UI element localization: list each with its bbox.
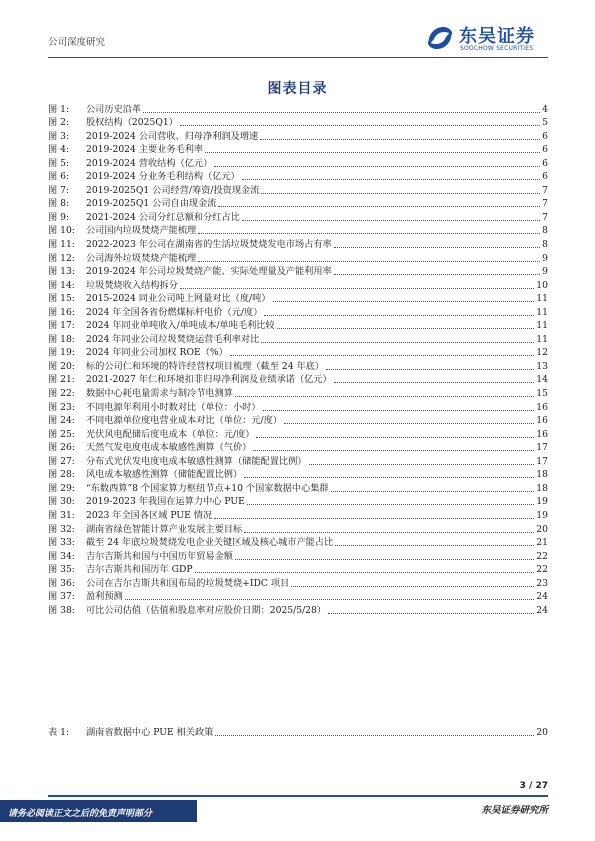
header-divider — [48, 57, 548, 58]
figure-entry-title: 2019-2025Q1 公司经营/筹资/投资现金流 — [86, 184, 260, 196]
figure-entry-leader-dots — [218, 206, 540, 207]
figure-entry-leader-dots — [261, 342, 534, 343]
figure-entry-number: 图 21: — [48, 374, 75, 386]
figure-entry[interactable] — [48, 426, 548, 440]
figure-entry-title: 2022-2023 年公司在湖南省的生活垃圾焚烧发电市场占有率 — [86, 239, 332, 251]
figure-entry-leader-dots — [261, 193, 540, 194]
figure-entry[interactable] — [48, 331, 548, 345]
figure-entry-number: 图 34: — [48, 550, 75, 562]
figure-entry[interactable] — [48, 209, 548, 223]
figure-entry[interactable] — [48, 535, 548, 549]
figure-entry-leader-dots — [334, 247, 540, 248]
figure-entry-leader-dots — [277, 328, 535, 329]
figure-entry-page: 6 — [542, 144, 548, 156]
figure-entry-page: 20 — [536, 523, 548, 535]
figure-entry[interactable] — [48, 453, 548, 467]
figure-entry-leader-dots — [235, 559, 534, 560]
figure-entry-page: 16 — [536, 415, 548, 427]
figure-entry-title: 盈利预测 — [86, 591, 123, 603]
figure-entry-number: 图 4: — [48, 144, 70, 156]
figure-entry-number: 图 10: — [48, 225, 75, 237]
figure-entry-title: 2024 年全国各省份燃煤标杆电价（元/度） — [86, 306, 263, 318]
figure-entry-title: 分布式光伏发电度电成本敏感性测算（储能配置比例） — [86, 455, 307, 467]
figure-entry-title: 2024 年同业单吨收入/单吨成本/单吨毛利比较 — [86, 320, 275, 332]
figure-entry-leader-dots — [309, 464, 535, 465]
figure-entry-number: 图 15: — [48, 293, 75, 305]
figure-entry-leader-dots — [253, 450, 534, 451]
table-entry-leader-dots — [215, 735, 534, 736]
figure-entry-number: 图 29: — [48, 482, 75, 494]
figure-entry-page: 24 — [536, 604, 548, 616]
figure-entry-number: 图 27: — [48, 455, 75, 467]
figure-entry-page: 11 — [536, 333, 548, 345]
figure-entry[interactable] — [48, 155, 548, 169]
figure-entry-title: 风电成本敏感性测算（储能配置比例） — [86, 469, 243, 481]
figure-entry-title: “东数西算”8 个国家算力枢纽节点+10 个国家数据中心集群 — [86, 482, 329, 494]
figure-entry-page: 21 — [536, 537, 548, 549]
figure-entry-number: 图 18: — [48, 333, 75, 345]
figure-entry-leader-dots — [284, 423, 534, 424]
figure-entry-page: 15 — [536, 388, 548, 400]
figure-entry-number: 图 6: — [48, 171, 70, 183]
figure-entry-page: 9 — [542, 266, 548, 278]
figure-entry-number: 图 5: — [48, 157, 70, 169]
figure-entry-leader-dots — [273, 301, 535, 302]
figure-entry-page: 7 — [542, 198, 548, 210]
figure-entry[interactable] — [48, 128, 548, 142]
figure-entry-number: 图 33: — [48, 537, 75, 549]
figure-entry-page: 10 — [536, 279, 548, 291]
figure-entry-leader-dots — [143, 112, 540, 113]
figure-entry-title: 吉尔吉斯共和国与中国历年贸易金额 — [86, 550, 233, 562]
figure-entry[interactable] — [48, 480, 548, 494]
figure-entry-leader-dots — [328, 613, 534, 614]
figure-entry-page: 11 — [536, 293, 548, 305]
figure-entry-leader-dots — [235, 396, 534, 397]
figure-entry-title: 不同电源单位度电营业成本对比（单位：元/度） — [86, 415, 283, 427]
figure-entry-page: 11 — [536, 320, 548, 332]
figure-entry-title: 可比公司估值（估值和股息率对应股价日期：2025/5/28） — [86, 604, 327, 616]
figure-entry-title: 垃圾焚烧收入结构拆分 — [86, 279, 178, 291]
figure-entry-page: 18 — [536, 482, 548, 494]
figure-entry-number: 图 26: — [48, 442, 75, 454]
figure-entry-page: 7 — [542, 184, 548, 196]
figure-entry-title: 标的公司仁和环境的特许经营权项目梳理（截至 24 年底） — [86, 360, 325, 372]
figure-entry-number: 图 7: — [48, 184, 70, 196]
research-institute-name: 东吴证券研究所 — [481, 805, 548, 816]
figure-entry-page: 9 — [542, 252, 548, 264]
figure-entry-leader-dots — [256, 437, 534, 438]
figure-entry-title: 2019-2024 公司营收、归母净利润及增速 — [86, 130, 259, 142]
figure-entry-title: 湖南省绿色智能计算产业发展主要目标 — [86, 523, 243, 535]
figure-entry[interactable] — [48, 291, 548, 305]
figure-entry-title: 公司历史沿革 — [86, 103, 142, 115]
figure-entry-title: 公司国内垃圾焚烧产能梳理 — [86, 225, 197, 237]
figure-entry-page: 22 — [536, 564, 548, 576]
figure-entry-page: 11 — [536, 306, 548, 318]
figure-entry-title: 截至 24 年底垃圾焚烧发电企业关键区域及核心城市产能占比 — [86, 537, 334, 549]
figure-entry-page: 17 — [536, 442, 548, 454]
figure-entry[interactable] — [48, 169, 548, 183]
figure-entry-title: 2019-2024 年公司垃圾焚烧产能、实际处理量及产能利用率 — [86, 266, 332, 278]
figure-entry-leader-dots — [244, 532, 534, 533]
figure-entry-number: 图 13: — [48, 266, 75, 278]
table-entry-number: 表 1: — [48, 726, 70, 738]
figure-entry-title: 吉尔吉斯共和国历年 GDP — [86, 564, 193, 576]
figure-entry-leader-dots — [242, 220, 540, 221]
figure-entry-title: 2021-2024 公司分红总额和分红占比 — [86, 211, 240, 223]
figure-entry-title: 2019-2024 分业务毛利结构（亿元） — [86, 171, 240, 183]
figure-entry-number: 图 28: — [48, 469, 75, 481]
figure-entry-leader-dots — [214, 166, 540, 167]
figure-entry-title: 2019-2024 主要业务毛利率 — [86, 144, 204, 156]
disclaimer-note: 请务必阅读正文之后的免责声明部分 — [8, 809, 153, 819]
figure-entry[interactable] — [48, 250, 548, 264]
figure-entry[interactable] — [48, 142, 548, 156]
figure-entry-title: 2024 年同业公司加权 ROE（%） — [86, 347, 228, 359]
figure-entry-leader-dots — [247, 504, 534, 505]
figure-entry[interactable] — [48, 345, 548, 359]
figure-entry-title: 2021-2027 年仁和环境扣非归母净利润及业绩承诺（亿元） — [86, 374, 332, 386]
figure-entry-page: 16 — [536, 401, 548, 413]
logo-english-name: SOOCHOW SECURITIES — [460, 45, 534, 52]
figure-entry[interactable] — [48, 223, 548, 237]
report-type-label: 公司深度研究 — [48, 37, 106, 48]
figure-entry-leader-dots — [263, 410, 535, 411]
figure-entry[interactable] — [48, 589, 548, 603]
figure-entry-leader-dots — [244, 477, 534, 478]
figure-entry-leader-dots — [180, 288, 534, 289]
figure-entry-number: 图 14: — [48, 279, 75, 291]
figure-entry-leader-dots — [180, 125, 540, 126]
figure-entry-number: 图 19: — [48, 347, 75, 359]
figure-entry[interactable] — [48, 494, 548, 508]
figure-entry-title: 2019-2023 年我国在运算力中心 PUE — [86, 496, 245, 508]
figure-entry-leader-dots — [125, 599, 535, 600]
figure-entry-page: 6 — [542, 130, 548, 142]
figure-entry-title: 公司在吉尔吉斯共和国布局的垃圾焚烧+IDC 项目 — [86, 577, 290, 589]
figure-entry-page: 19 — [536, 509, 548, 521]
figure-entry-title: 2015-2024 同业公司吨上网量对比（度/吨） — [86, 293, 271, 305]
figure-entry-title: 2023 年全国各区域 PUE 情况 — [86, 509, 213, 521]
figure-entry-title: 2019-2024 营收结构（亿元） — [86, 157, 213, 169]
figure-entry-title: 数据中心耗电量需求与制冷节电测算 — [86, 388, 233, 400]
figure-entry-page: 8 — [542, 239, 548, 251]
figure-entry-leader-dots — [334, 382, 535, 383]
figure-entry-number: 图 37: — [48, 591, 75, 603]
figure-entry-title: 光伏风电配储后度电成本（单位：元/度） — [86, 428, 255, 440]
figure-entry-number: 图 30: — [48, 496, 75, 508]
figure-entry-leader-dots — [264, 315, 534, 316]
figure-entry-title: 股权结构（2025Q1） — [86, 117, 178, 129]
figure-entry-number: 图 1: — [48, 103, 70, 115]
figure-entry-number: 图 38: — [48, 604, 75, 616]
figure-entry[interactable] — [48, 318, 548, 332]
figure-entry-leader-dots — [291, 586, 534, 587]
figure-entry-number: 图 24: — [48, 415, 75, 427]
figure-entry-page: 12 — [536, 347, 548, 359]
figure-entry-leader-dots — [260, 139, 540, 140]
figure-entry[interactable] — [48, 304, 548, 318]
figure-entry-number: 图 8: — [48, 198, 70, 210]
figure-entry-number: 图 2: — [48, 117, 70, 129]
figure-entry-page: 19 — [536, 496, 548, 508]
figure-entry[interactable] — [48, 182, 548, 196]
figure-entry-number: 图 17: — [48, 320, 75, 332]
figure-entry-number: 图 23: — [48, 401, 75, 413]
figure-entry-title: 公司海外垃圾焚烧产能梳理 — [86, 252, 197, 264]
table-entry[interactable] — [48, 724, 548, 738]
table-entry-page: 20 — [536, 726, 548, 738]
figure-entry[interactable] — [48, 236, 548, 250]
figure-entry-leader-dots — [331, 491, 535, 492]
figure-entry-number: 图 9: — [48, 211, 70, 223]
figure-entry-page: 23 — [536, 577, 548, 589]
figure-entry-number: 图 36: — [48, 577, 75, 589]
figure-entry[interactable] — [48, 562, 548, 576]
figure-entry-number: 图 22: — [48, 388, 75, 400]
page-number: 3 / 27 — [519, 781, 548, 791]
figure-entry-page: 18 — [536, 469, 548, 481]
figure-entry-number: 图 32: — [48, 523, 75, 535]
figure-entry-leader-dots — [214, 518, 534, 519]
figure-entry-page: 24 — [536, 591, 548, 603]
footer-divider — [48, 795, 548, 797]
figure-entry-number: 图 12: — [48, 252, 75, 264]
figure-entry-leader-dots — [326, 369, 534, 370]
figure-entry[interactable] — [48, 264, 548, 278]
figure-entry-title: 天然气发电度电成本敏感性测算（气价） — [86, 442, 252, 454]
figure-entry[interactable] — [48, 372, 548, 386]
figure-entry-page: 14 — [536, 374, 548, 386]
figure-entry-page: 8 — [542, 225, 548, 237]
toc-title: 图表目录 — [267, 81, 328, 97]
figure-entry-page: 13 — [536, 360, 548, 372]
figure-entry-page: 16 — [536, 428, 548, 440]
figure-entry-number: 图 31: — [48, 509, 75, 521]
figure-entry-leader-dots — [198, 261, 540, 262]
figure-entry[interactable] — [48, 358, 548, 372]
figure-entry[interactable] — [48, 399, 548, 413]
figure-list — [48, 101, 548, 616]
figure-entry-leader-dots — [334, 274, 540, 275]
figure-entry-page: 6 — [542, 157, 548, 169]
figure-entry[interactable] — [48, 196, 548, 210]
figure-entry-leader-dots — [198, 233, 540, 234]
figure-entry-page: 4 — [542, 103, 548, 115]
logo-chinese-name: 东吴证券 — [459, 26, 535, 47]
figure-entry[interactable] — [48, 507, 548, 521]
table-list — [48, 724, 548, 738]
figure-entry[interactable] — [48, 575, 548, 589]
figure-entry-page: 22 — [536, 550, 548, 562]
figure-entry-leader-dots — [230, 355, 535, 356]
figure-entry[interactable] — [48, 467, 548, 481]
logo-swirl-icon — [425, 23, 455, 53]
figure-entry-number: 图 35: — [48, 564, 75, 576]
figure-entry[interactable] — [48, 115, 548, 129]
company-logo — [425, 22, 560, 56]
figure-entry-number: 图 20: — [48, 360, 75, 372]
figure-entry-leader-dots — [205, 152, 540, 153]
table-entry-title: 湖南省数据中心 PUE 相关政策 — [86, 726, 214, 738]
figure-entry[interactable] — [48, 277, 548, 291]
figure-entry-title: 2019-2025Q1 公司自由现金流 — [86, 198, 217, 210]
figure-entry[interactable] — [48, 101, 548, 115]
figure-entry-title: 2024 年同业公司垃圾焚烧运营毛利率对比 — [86, 333, 260, 345]
figure-entry[interactable] — [48, 385, 548, 399]
figure-entry-page: 7 — [542, 211, 548, 223]
figure-entry[interactable] — [48, 440, 548, 454]
figure-entry-leader-dots — [242, 179, 540, 180]
figure-entry-page: 6 — [542, 171, 548, 183]
figure-entry-title: 不同电源年利用小时数对比（单位：小时） — [86, 401, 261, 413]
figure-entry[interactable] — [48, 413, 548, 427]
figure-entry-number: 图 16: — [48, 306, 75, 318]
figure-entry[interactable] — [48, 548, 548, 562]
figure-entry-number: 图 3: — [48, 130, 70, 142]
figure-entry-number: 图 25: — [48, 428, 75, 440]
figure-entry[interactable] — [48, 521, 548, 535]
figure-entry-number: 图 11: — [48, 239, 75, 251]
figure-entry-leader-dots — [335, 545, 534, 546]
figure-entry-page: 5 — [542, 117, 548, 129]
figure-entry[interactable] — [48, 602, 548, 616]
figure-entry-page: 17 — [536, 455, 548, 467]
figure-entry-leader-dots — [195, 572, 535, 573]
